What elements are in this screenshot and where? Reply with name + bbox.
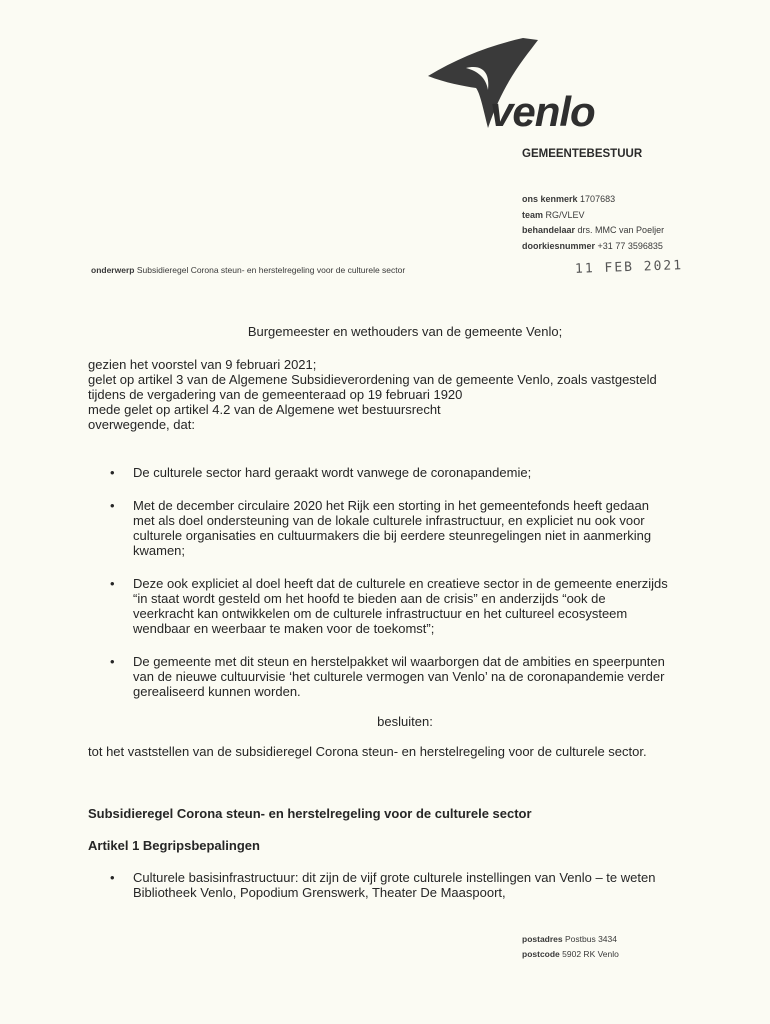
intro-line: mede gelet op artikel 4.2 van de Algemene wet bestuursrecht bbox=[88, 402, 441, 417]
reference-line: ons kenmerk 1707683 bbox=[522, 194, 616, 204]
regulation-title: Subsidieregel Corona steun- en herstelregeling voor de culturele sector bbox=[88, 806, 532, 821]
subject-line: onderwerp Subsidieregel Corona steun- en herstelregeling voor de culturele sector bbox=[91, 265, 406, 275]
phone-line: doorkiesnummer +31 77 3596835 bbox=[522, 240, 663, 251]
list-item: • Met de december circulaire 2020 het Rijk een storting in het gemeentefonds heeft gedaan met als doel ondersteuning van de lokale culturele infrastructuur, en expliciet nu ook voor culturele organisaties en cultuurmakers die bij eerdere steunregelingen niet in aanmerking kwamen; bbox=[110, 498, 652, 558]
list-item: • Culturele basisinfrastructuur: dit zijn de vijf grote culturele instellingen van Venlo – te weten Bibliotheek Venlo, Popodium Grenswerk, Theater De Maaspoort, bbox=[110, 870, 656, 900]
intro-line: gezien het voorstel van 9 februari 2021; bbox=[88, 357, 317, 372]
list-item: • De gemeente met dit steun en herstelpakket wil waarborgen dat de ambities en speerpunten van de nieuwe cultuurvisie ‘het culturele vermogen van Venlo’ na de coronapandemie verder gerealiseerd kunnen worden. bbox=[110, 654, 665, 699]
intro-block bbox=[88, 357, 678, 432]
logo-wordmark: venlo bbox=[490, 88, 595, 135]
team-line: team RG/VLEV bbox=[522, 209, 585, 220]
decision-label: besluiten: bbox=[377, 714, 433, 729]
resolution-heading: Burgemeester en wethouders van de gemeente Venlo; bbox=[247, 324, 563, 339]
article-heading: Artikel 1 Begripsbepalingen bbox=[88, 838, 260, 853]
organisation-name: GEMEENTEBESTUUR bbox=[522, 148, 643, 160]
postcode-line: postcode 5902 RK Venlo bbox=[522, 949, 619, 959]
handler-line: behandelaar drs. MMC van Poeljer bbox=[522, 225, 665, 235]
intro-line: gelet op artikel 3 van de Algemene Subsidieverordening van de gemeente Venlo, zoals vastgesteld tijdens de vergadering van de gemeenteraad op 19 februari 1920 bbox=[88, 372, 657, 402]
footer-address bbox=[522, 932, 619, 962]
conclusion-text: tot het vaststellen van de subsidieregel Corona steun- en herstelregeling voor de culturele sector. bbox=[88, 744, 647, 759]
list-item: • Deze ook expliciet al doel heeft dat de culturele en creatieve sector in de gemeente enerzijds “in staat wordt gesteld om het hoofd te bieden aan de crisis” en anderzijds “ook de veerkracht kan ontwikkelen om de culturele infrastructuur en het cultureel ecosysteem wendbaar en weerbaar te maken voor de toekomst”; bbox=[110, 576, 668, 636]
list-item: • De culturele sector hard geraakt wordt vanwege de coronapandemie; bbox=[110, 465, 532, 480]
postal-address-line: postadres Postbus 3434 bbox=[522, 934, 617, 944]
intro-line: overwegende, dat: bbox=[88, 417, 195, 432]
considerations-list bbox=[88, 465, 668, 717]
definitions-list bbox=[88, 870, 668, 918]
date-stamp: 11 FEB 2021 bbox=[574, 258, 684, 277]
reference-block bbox=[522, 192, 664, 254]
